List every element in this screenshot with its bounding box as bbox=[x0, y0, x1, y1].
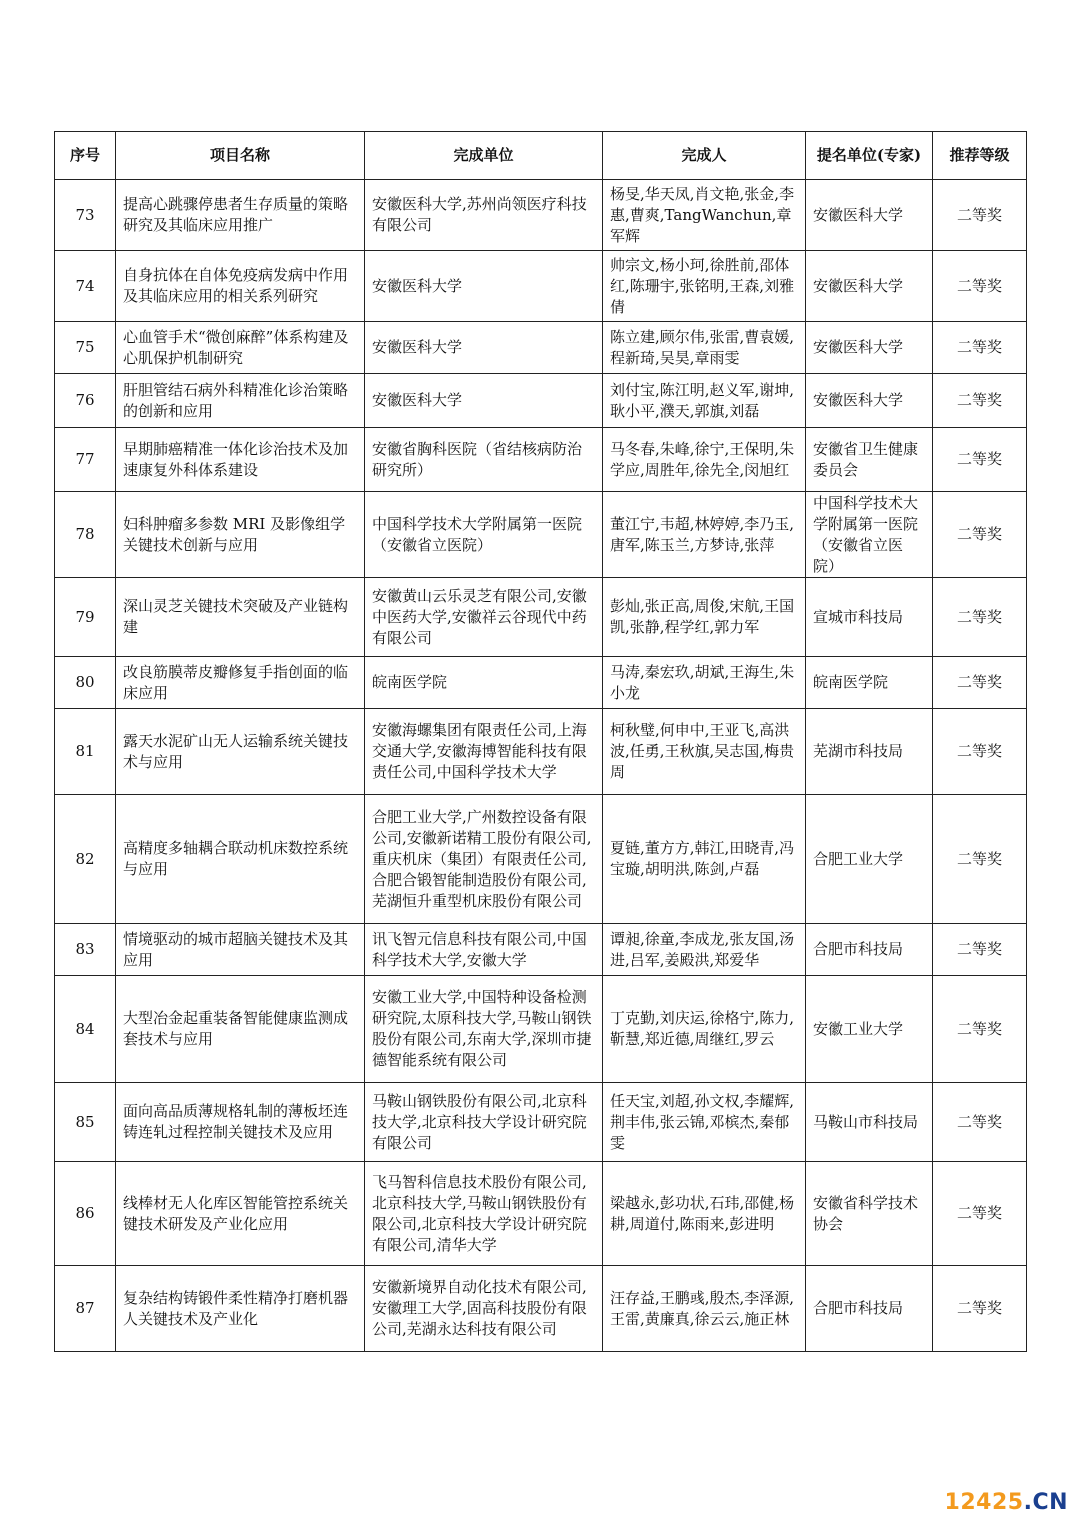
cell-people: 帅宗文,杨小珂,徐胜前,邵体红,陈珊宇,张铭明,王森,刘雅倩 bbox=[603, 251, 806, 322]
cell-grade: 二等奖 bbox=[933, 180, 1027, 251]
table-row bbox=[55, 578, 1027, 657]
cell-grade: 二等奖 bbox=[933, 1083, 1027, 1162]
cell-people: 汪存益,王鹏彧,殷杰,李泽源,王雷,黄廉真,徐云云,施正林 bbox=[603, 1266, 806, 1352]
cell-units: 安徽医科大学,苏州尚领医疗科技有限公司 bbox=[365, 180, 603, 251]
cell-units: 安徽海螺集团有限责任公司,上海交通大学,安徽海博智能科技有限责任公司,中国科学技术大学 bbox=[365, 709, 603, 795]
table-row bbox=[55, 1083, 1027, 1162]
table-row bbox=[55, 251, 1027, 322]
cell-grade: 二等奖 bbox=[933, 428, 1027, 492]
cell-grade: 二等奖 bbox=[933, 374, 1027, 428]
table-row bbox=[55, 657, 1027, 709]
table-row bbox=[55, 428, 1027, 492]
cell-grade: 二等奖 bbox=[933, 657, 1027, 709]
table-row bbox=[55, 492, 1027, 578]
cell-nominator: 安徽医科大学 bbox=[806, 374, 933, 428]
cell-grade: 二等奖 bbox=[933, 251, 1027, 322]
cell-grade: 二等奖 bbox=[933, 976, 1027, 1083]
cell-project: 自身抗体在自体免疫病发病中作用及其临床应用的相关系列研究 bbox=[116, 251, 365, 322]
cell-no: 75 bbox=[55, 322, 116, 374]
header-grade: 推荐等级 bbox=[933, 132, 1027, 180]
cell-units: 安徽工业大学,中国特种设备检测研究院,太原科技大学,马鞍山钢铁股份有限公司,东南大学,深圳市捷德智能系统有限公司 bbox=[365, 976, 603, 1083]
cell-units: 安徽医科大学 bbox=[365, 322, 603, 374]
cell-units: 安徽医科大学 bbox=[365, 374, 603, 428]
header-no: 序号 bbox=[55, 132, 116, 180]
cell-no: 73 bbox=[55, 180, 116, 251]
cell-nominator: 合肥市科技局 bbox=[806, 924, 933, 976]
cell-people: 刘付宝,陈江明,赵义军,谢坤,耿小平,濮天,郭旗,刘磊 bbox=[603, 374, 806, 428]
cell-nominator: 中国科学技术大学附属第一医院（安徽省立医院） bbox=[806, 492, 933, 578]
cell-grade: 二等奖 bbox=[933, 492, 1027, 578]
header-people: 完成人 bbox=[603, 132, 806, 180]
cell-nominator: 安徽医科大学 bbox=[806, 251, 933, 322]
awards-table bbox=[54, 131, 1027, 1352]
cell-nominator: 宣城市科技局 bbox=[806, 578, 933, 657]
cell-grade: 二等奖 bbox=[933, 1162, 1027, 1266]
cell-units: 合肥工业大学,广州数控设备有限公司,安徽新诺精工股份有限公司,重庆机床（集团）有限责任公司,合肥合锻智能制造股份有限公司,芜湖恒升重型机床股份有限公司 bbox=[365, 795, 603, 924]
header-units: 完成单位 bbox=[365, 132, 603, 180]
table-row bbox=[55, 322, 1027, 374]
cell-no: 81 bbox=[55, 709, 116, 795]
cell-people: 谭昶,徐童,李成龙,张友国,汤进,吕军,姜殿洪,郑爱华 bbox=[603, 924, 806, 976]
table-header-row bbox=[55, 132, 1027, 180]
cell-project: 深山灵芝关键技术突破及产业链构建 bbox=[116, 578, 365, 657]
cell-people: 夏链,董方方,韩江,田晓青,冯宝璇,胡明洪,陈剑,卢磊 bbox=[603, 795, 806, 924]
cell-people: 梁越永,彭功状,石玮,邵健,杨耕,周道付,陈雨来,彭进明 bbox=[603, 1162, 806, 1266]
cell-people: 柯秋璧,何申中,王亚飞,高洪波,任勇,王秋旗,吴志国,梅贵周 bbox=[603, 709, 806, 795]
cell-people: 任天宝,刘超,孙文权,李耀辉,荆丰伟,张云锦,邓槟杰,秦郁雯 bbox=[603, 1083, 806, 1162]
cell-grade: 二等奖 bbox=[933, 578, 1027, 657]
cell-project: 情境驱动的城市超脑关键技术及其应用 bbox=[116, 924, 365, 976]
cell-project: 复杂结构铸锻件柔性精净打磨机器人关键技术及产业化 bbox=[116, 1266, 365, 1352]
cell-no: 83 bbox=[55, 924, 116, 976]
cell-grade: 二等奖 bbox=[933, 709, 1027, 795]
cell-no: 76 bbox=[55, 374, 116, 428]
cell-units: 皖南医学院 bbox=[365, 657, 603, 709]
cell-grade: 二等奖 bbox=[933, 795, 1027, 924]
header-project: 项目名称 bbox=[116, 132, 365, 180]
cell-nominator: 合肥市科技局 bbox=[806, 1266, 933, 1352]
table-row bbox=[55, 709, 1027, 795]
cell-no: 86 bbox=[55, 1162, 116, 1266]
watermark-dot: . bbox=[1023, 1490, 1033, 1515]
cell-grade: 二等奖 bbox=[933, 322, 1027, 374]
watermark-suffix: CN bbox=[1032, 1490, 1068, 1515]
cell-nominator: 马鞍山市科技局 bbox=[806, 1083, 933, 1162]
cell-grade: 二等奖 bbox=[933, 1266, 1027, 1352]
cell-no: 74 bbox=[55, 251, 116, 322]
cell-project: 心血管手术“微创麻醉”体系构建及心肌保护机制研究 bbox=[116, 322, 365, 374]
cell-project: 面向高品质薄规格轧制的薄板坯连铸连轧过程控制关键技术及应用 bbox=[116, 1083, 365, 1162]
cell-units: 马鞍山钢铁股份有限公司,北京科技大学,北京科技大学设计研究院有限公司 bbox=[365, 1083, 603, 1162]
cell-units: 中国科学技术大学附属第一医院（安徽省立医院） bbox=[365, 492, 603, 578]
cell-units: 安徽新境界自动化技术有限公司,安徽理工大学,固高科技股份有限公司,芜湖永达科技有限公司 bbox=[365, 1266, 603, 1352]
cell-no: 82 bbox=[55, 795, 116, 924]
cell-project: 改良筋膜蒂皮瓣修复手指创面的临床应用 bbox=[116, 657, 365, 709]
cell-project: 线棒材无人化库区智能管控系统关键技术研发及产业化应用 bbox=[116, 1162, 365, 1266]
cell-units: 安徽黄山云乐灵芝有限公司,安徽中医药大学,安徽祥云谷现代中药有限公司 bbox=[365, 578, 603, 657]
cell-project: 妇科肿瘤多参数 MRI 及影像组学关键技术创新与应用 bbox=[116, 492, 365, 578]
cell-nominator: 安徽工业大学 bbox=[806, 976, 933, 1083]
table-body bbox=[55, 180, 1027, 1352]
cell-no: 84 bbox=[55, 976, 116, 1083]
cell-no: 79 bbox=[55, 578, 116, 657]
site-watermark bbox=[945, 1490, 1068, 1515]
table-row bbox=[55, 924, 1027, 976]
cell-no: 87 bbox=[55, 1266, 116, 1352]
cell-people: 马涛,秦宏玖,胡斌,王海生,朱小龙 bbox=[603, 657, 806, 709]
cell-no: 85 bbox=[55, 1083, 116, 1162]
cell-no: 80 bbox=[55, 657, 116, 709]
cell-units: 安徽省胸科医院（省结核病防治研究所） bbox=[365, 428, 603, 492]
cell-project: 高精度多轴耦合联动机床数控系统与应用 bbox=[116, 795, 365, 924]
cell-units: 飞马智科信息技术股份有限公司,北京科技大学,马鞍山钢铁股份有限公司,北京科技大学设计研究院有限公司,清华大学 bbox=[365, 1162, 603, 1266]
cell-nominator: 安徽省卫生健康委员会 bbox=[806, 428, 933, 492]
table-row bbox=[55, 180, 1027, 251]
cell-people: 彭灿,张正高,周俊,宋航,王国凯,张静,程学红,郭力军 bbox=[603, 578, 806, 657]
cell-project: 肝胆管结石病外科精准化诊治策略的创新和应用 bbox=[116, 374, 365, 428]
cell-no: 77 bbox=[55, 428, 116, 492]
header-nominator: 提名单位(专家) bbox=[806, 132, 933, 180]
cell-people: 马冬春,朱峰,徐宁,王保明,朱学应,周胜年,徐先全,闵旭红 bbox=[603, 428, 806, 492]
cell-people: 陈立建,顾尔伟,张雷,曹袁媛,程新琦,吴昊,章雨雯 bbox=[603, 322, 806, 374]
cell-units: 安徽医科大学 bbox=[365, 251, 603, 322]
cell-project: 早期肺癌精准一体化诊治技术及加速康复外科体系建设 bbox=[116, 428, 365, 492]
cell-project: 提高心跳骤停患者生存质量的策略研究及其临床应用推广 bbox=[116, 180, 365, 251]
table-row bbox=[55, 1162, 1027, 1266]
cell-project: 露天水泥矿山无人运输系统关键技术与应用 bbox=[116, 709, 365, 795]
cell-units: 讯飞智元信息科技有限公司,中国科学技术大学,安徽大学 bbox=[365, 924, 603, 976]
cell-nominator: 合肥工业大学 bbox=[806, 795, 933, 924]
watermark-number: 12425 bbox=[944, 1490, 1024, 1515]
table-row bbox=[55, 374, 1027, 428]
cell-people: 杨旻,华天凤,肖文艳,张金,李惠,曹爽,TangWanchun,章军辉 bbox=[603, 180, 806, 251]
cell-grade: 二等奖 bbox=[933, 924, 1027, 976]
cell-no: 78 bbox=[55, 492, 116, 578]
table-row bbox=[55, 976, 1027, 1083]
cell-nominator: 安徽医科大学 bbox=[806, 322, 933, 374]
cell-nominator: 安徽省科学技术协会 bbox=[806, 1162, 933, 1266]
cell-people: 董江宁,韦超,林婷婷,李乃玉,唐军,陈玉兰,方梦诗,张萍 bbox=[603, 492, 806, 578]
cell-nominator: 安徽医科大学 bbox=[806, 180, 933, 251]
table-row bbox=[55, 795, 1027, 924]
cell-people: 丁克勤,刘庆运,徐格宁,陈力,靳慧,郑近德,周继红,罗云 bbox=[603, 976, 806, 1083]
cell-nominator: 皖南医学院 bbox=[806, 657, 933, 709]
table-row bbox=[55, 1266, 1027, 1352]
cell-project: 大型冶金起重装备智能健康监测成套技术与应用 bbox=[116, 976, 365, 1083]
cell-nominator: 芜湖市科技局 bbox=[806, 709, 933, 795]
